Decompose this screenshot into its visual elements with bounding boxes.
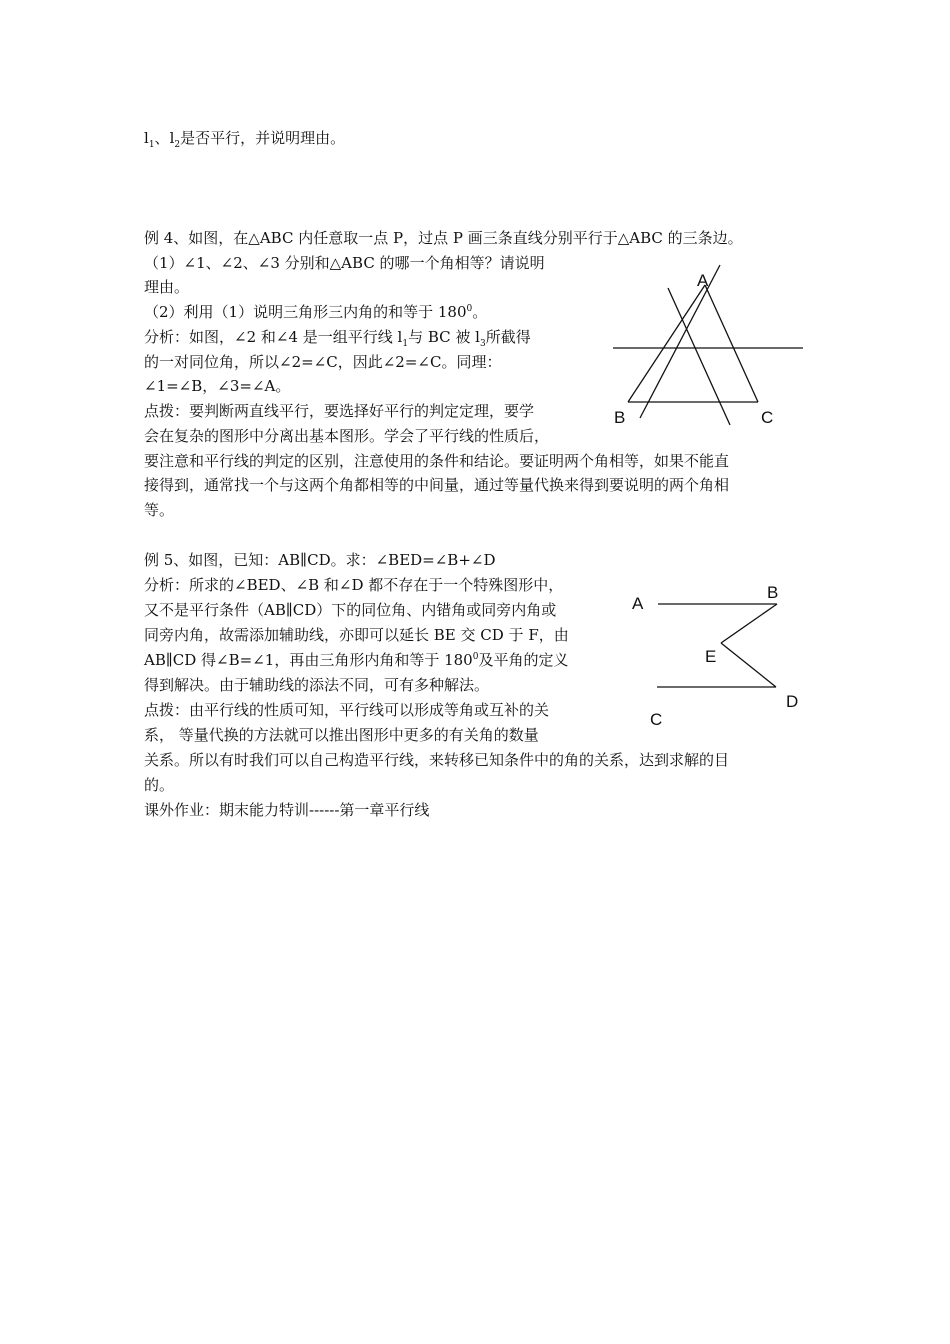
example5-hint-line3: 关系。所以有时我们可以自己构造平行线，来转移已知条件中的角的关系，达到求解的目 bbox=[144, 751, 730, 769]
example5-analysis-line1: 分析：所求的∠BED、∠B 和∠D 都不存在于一个特殊图形中， bbox=[144, 576, 564, 594]
segment-be bbox=[721, 604, 777, 643]
point-label-d: D bbox=[786, 692, 799, 711]
segment-ed bbox=[721, 643, 776, 687]
vertex-label-b: B bbox=[614, 408, 626, 427]
point-label-b: B bbox=[767, 583, 779, 602]
triangle-figure bbox=[600, 262, 815, 432]
point-label-c: C bbox=[650, 710, 663, 729]
example4-hint-line2: 会在复杂的图形中分离出基本图形。学会了平行线的性质后， bbox=[144, 427, 550, 445]
example4-hint-line5: 等。 bbox=[144, 501, 175, 519]
example5-analysis-line2: 又不是平行条件（AB∥CD）下的同位角、内错角或同旁内角或 bbox=[144, 601, 557, 619]
example5-hint-line2: 系， 等量代换的方法就可以推出图形中更多的有关角的数量 bbox=[144, 726, 539, 744]
parallel-line-to-ac bbox=[668, 288, 730, 425]
point-label-a: A bbox=[632, 594, 644, 613]
example5-analysis-line3: 同旁内角，故需添加辅助线，亦即可以延长 BE 交 CD 于 F，由 bbox=[144, 626, 569, 644]
example4-intro: 例 4、如图，在△ABC 内任意取一点 P，过点 P 画三条直线分别平行于△ABC 的三条边。 bbox=[144, 229, 743, 247]
example5-hint-line4: 的。 bbox=[144, 776, 175, 794]
example4-hint-line3: 要注意和平行线的判定的区别，注意使用的条件和结论。要证明两个角相等，如果不能直 bbox=[144, 452, 730, 470]
example4-analysis-line2: 的一对同位角，所以∠2=∠C，因此∠2=∠C。同理： bbox=[144, 353, 502, 371]
example4-hint-line1: 点拨：要判断两直线平行，要选择好平行的判定定理，要学 bbox=[144, 402, 535, 420]
example5-analysis-line5: 得到解决。由于辅助线的添法不同，可有多种解法。 bbox=[144, 676, 490, 694]
parallel-lines-figure bbox=[620, 578, 810, 733]
vertex-label-c: C bbox=[761, 408, 774, 427]
example5-hint-line1: 点拨：由平行线的性质可知，平行线可以形成等角或互补的关 bbox=[144, 701, 550, 719]
example5-analysis-line4: AB∥CD 得∠B=∠1，再由三角形内角和等于 $180^0$及平角的定义 bbox=[144, 651, 569, 669]
triangle-side-ac bbox=[705, 285, 758, 402]
question-parallel-l1-l2: $l_1$、$l_2$是否平行，并说明理由。 bbox=[144, 129, 346, 150]
example4-question1-line1: （1）∠1、∠2、∠3 分别和△ABC 的哪一个角相等？请说明 bbox=[144, 254, 545, 272]
example4-analysis-line1: 分析：如图，∠2 和∠4 是一组平行线 $l_1$与 BC 被 $l_3$所截得 bbox=[144, 328, 531, 349]
example4-question2: （2）利用（1）说明三角形三内角的和等于 $180^0$。 bbox=[144, 303, 488, 321]
example4-analysis-line3: ∠1=∠B，∠3=∠A。 bbox=[144, 377, 291, 395]
example4-hint-line4: 接得到，通常找一个与这两个角都相等的中间量，通过等量代换来得到要说明的两个角相 bbox=[144, 476, 730, 494]
vertex-label-a: A bbox=[697, 271, 709, 290]
homework-note: 课外作业：期末能力特训------第一章平行线 bbox=[144, 801, 430, 819]
point-label-e: E bbox=[705, 647, 717, 666]
example5-intro: 例 5、如图，已知：AB∥CD。求：∠BED=∠B+∠D bbox=[144, 551, 496, 569]
example4-question1-line2: 理由。 bbox=[144, 278, 190, 296]
